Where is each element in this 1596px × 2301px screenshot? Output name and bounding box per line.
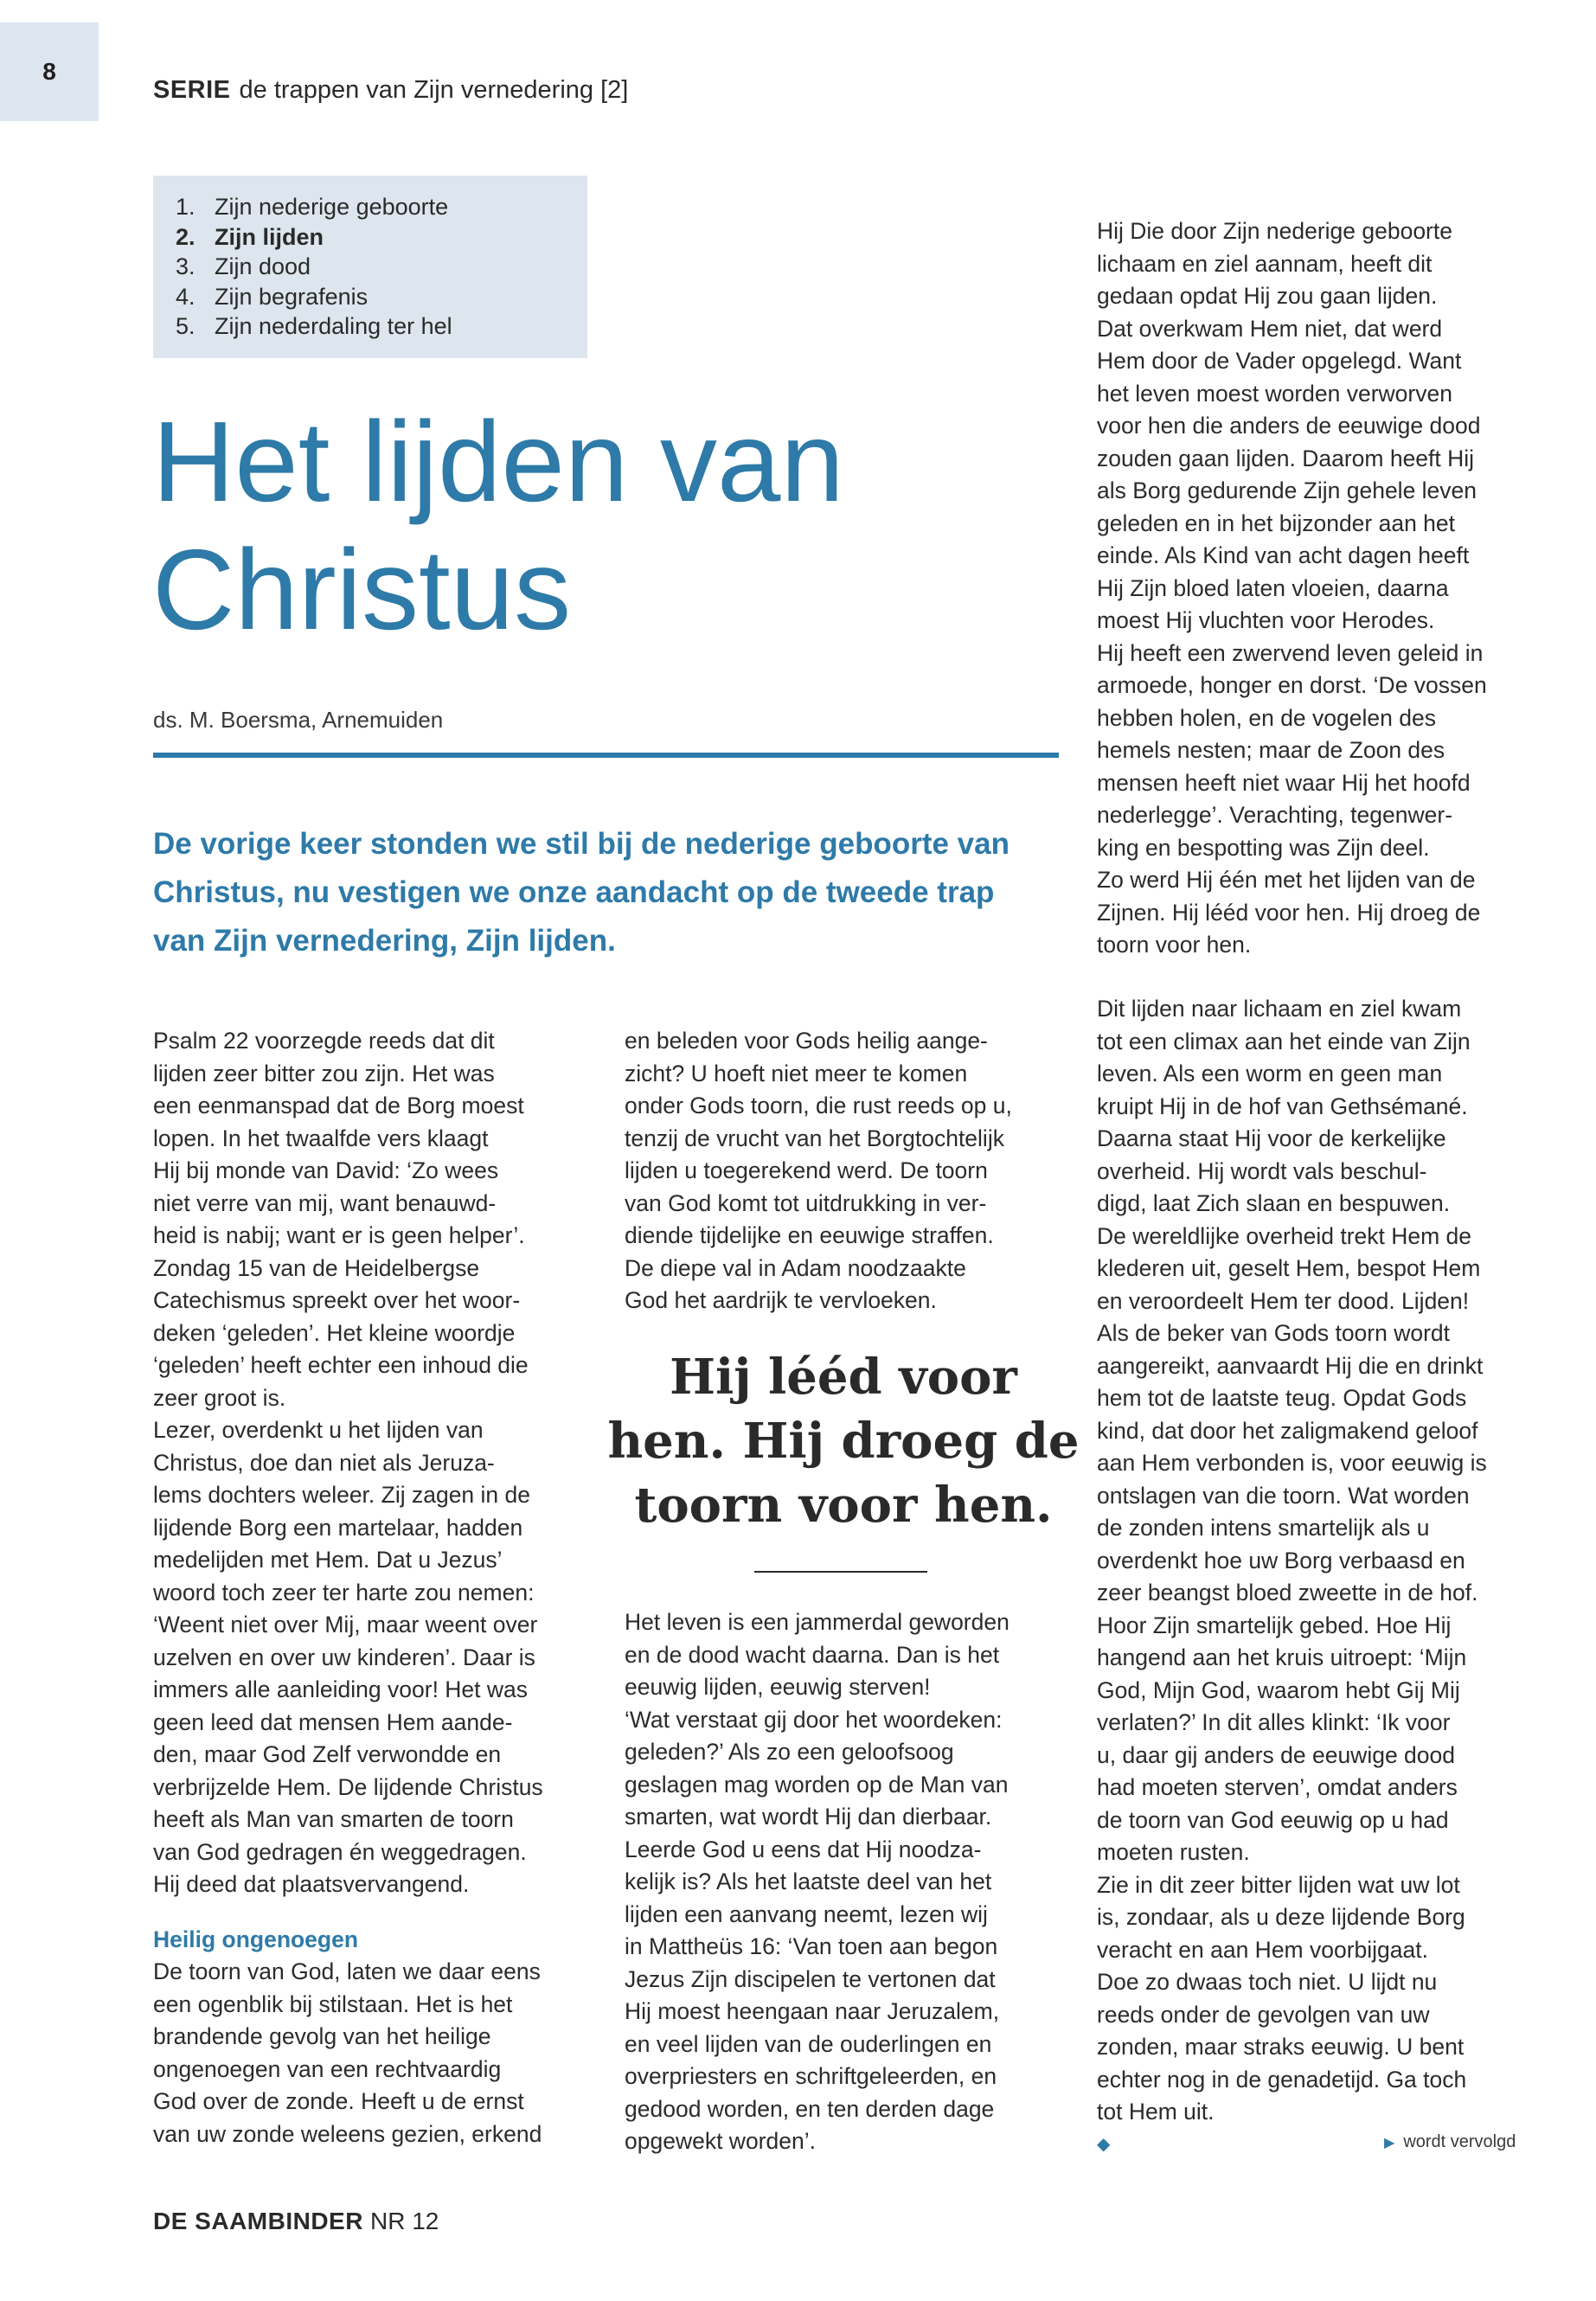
text-line: digd, laat Zich slaan en bespuwen. <box>1097 1190 1451 1216</box>
text-line: de zonden intens smartelijk als u <box>1097 1515 1430 1541</box>
text-line: uzelven en over uw kinderen’. Daar is <box>153 1644 535 1670</box>
text-line: lopen. In het twaalfde vers klaagt <box>153 1125 489 1151</box>
text-line: niet verre van mij, want benauwd- <box>153 1189 497 1216</box>
text-line: lems dochters weleer. Zij zagen in de <box>153 1482 530 1508</box>
text-line: brandende gevolg van het heilige <box>153 2023 491 2049</box>
text-line: toorn voor hen. <box>1097 932 1252 958</box>
text-line: Psalm 22 voorzegde reeds dat dit <box>153 1028 495 1054</box>
text-line: kelijk is? Als het laatste deel van het <box>625 1868 992 1894</box>
text-line: moeten rusten. <box>1097 1839 1250 1865</box>
text-line: verbrijzelde Hem. De lijdende Christus <box>153 1773 543 1800</box>
series-header <box>153 76 628 105</box>
text-line: verlaten?’ In dit alles klinkt: ‘Ik voor <box>1097 1709 1451 1735</box>
text-line: den, maar God Zelf verwondde en <box>153 1741 502 1767</box>
step-item: 4. Zijn begrafenis <box>176 283 369 310</box>
text-line: Jezus Zijn discipelen te vertonen dat <box>625 1965 996 1992</box>
step-item: 3. Zijn dood <box>176 253 311 279</box>
text-line: van God komt tot uitdrukking in ver- <box>625 1189 987 1216</box>
text-line: kruipt Hij in de hof van Gethsémané. <box>1097 1093 1468 1119</box>
text-line: God, Mijn God, waarom hebt Gij Mij <box>1097 1676 1460 1703</box>
text-line: Daarna staat Hij voor de kerkelijke <box>1097 1125 1446 1151</box>
text-line: deken ‘geleden’. Het kleine woordje <box>153 1319 516 1346</box>
text-line: zeer beangst bloed zweette in de hof. <box>1097 1580 1478 1606</box>
series-label: SERIE <box>153 76 231 104</box>
text-line: smarten, wat wordt Hij dan dierbaar. <box>625 1804 992 1830</box>
text-line: als Borg gedurende Zijn gehele leven <box>1097 478 1477 503</box>
text-line: onder Gods toorn, die rust reeds op u, <box>625 1093 1012 1118</box>
text-line: hangend aan het kruis uitroept: ‘Mijn <box>1097 1644 1467 1670</box>
body-column-1 <box>153 1025 594 2150</box>
triangle-arrow-icon: ▶ <box>1384 2136 1395 2150</box>
text-line: voor hen die anders de eeuwige dood <box>1097 413 1481 439</box>
text-line: immers alle aanleiding voor! Het was <box>153 1676 529 1702</box>
text-line: Hij bij monde van David: ‘Zo wees <box>153 1157 499 1183</box>
text-line: Het leven is een jammerdal geworden <box>625 1609 1010 1635</box>
text-line: God het aardrijk te vervloeken. <box>625 1287 937 1313</box>
text-line: zeer groot is. <box>153 1384 286 1411</box>
subheading: Heilig ongenoegen <box>153 1926 359 1952</box>
text-line: klederen uit, geselt Hem, bespot Hem <box>1097 1255 1481 1281</box>
pull-quote-rule <box>754 1571 927 1573</box>
text-line: lijdende Borg een martelaar, hadden <box>153 1514 523 1541</box>
col3b-paragraphs <box>1097 993 1547 2096</box>
text-line: hemels nesten; maar de Zoon des <box>1097 737 1445 763</box>
text-line: de toorn van God eeuwig op u had <box>1097 1806 1449 1833</box>
text-line: Hij heeft een zwervend leven geleid in <box>1097 639 1484 666</box>
text-line: Hem door de Vader opgelegd. Want <box>1097 348 1462 374</box>
text-line: aan Hem verbonden is, voor eeuwig is <box>1097 1450 1487 1476</box>
last-line: tot Hem uit. ◆ <box>1097 2096 1547 2161</box>
text-line: heeft als Man van smarten de toorn <box>153 1806 514 1832</box>
text-line: Catechismus spreekt over het woor- <box>153 1287 521 1313</box>
text-line: lijden u toegerekend werd. De toorn <box>625 1157 988 1183</box>
text-line: medelijden met Hem. Dat u Jezus’ <box>153 1547 503 1573</box>
text-line: een ogenblik bij stilstaan. Het is het <box>153 1990 513 2017</box>
magazine-name: DE SAAMBINDER <box>153 2208 363 2234</box>
text-line: tot een climax aan het einde van Zijn <box>1097 1028 1471 1054</box>
text-line: geslagen mag worden op de Man van <box>625 1771 1009 1798</box>
text-line: lichaam en ziel aannam, heeft dit <box>1097 250 1433 277</box>
text-line: hem tot de laatste teug. Opdat Gods <box>1097 1385 1467 1411</box>
text-line: Hij moest heengaan naar Jeruzalem, <box>625 1998 1000 2024</box>
text-line: echter nog in de genadetijd. Ga toch <box>1097 2066 1467 2093</box>
text-line: een eenmanspad dat de Borg moest <box>153 1093 524 1118</box>
text-line: De toorn van God, laten we daar eens <box>153 1958 541 1984</box>
text-line: mensen heeft niet waar Hij het hoofd <box>1097 769 1471 796</box>
text-line: Hij Zijn bloed laten vloeien, daarna <box>1097 574 1449 601</box>
text-line: kind, dat door het zaligmakend geloof <box>1097 1417 1478 1444</box>
title-divider <box>153 753 1059 758</box>
text-line: zicht? U hoeft niet meer te komen <box>625 1060 968 1086</box>
text-line: is, zondaar, als u deze lijdende Borg <box>1097 1904 1465 1930</box>
text-line: De wereldlijke overheid trekt Hem de <box>1097 1222 1472 1249</box>
text-line: Dat overkwam Hem niet, dat werd <box>1097 315 1443 342</box>
step-item-current: 2. Zijn lijden <box>176 223 324 250</box>
end-diamond-icon: ◆ <box>1097 2134 1111 2154</box>
text-line: Zie in dit zeer bitter lijden wat uw lot <box>1097 1871 1460 1898</box>
body-column-2-lower <box>625 1606 1066 2158</box>
col1-paragraphs <box>153 1025 594 1901</box>
issue-number: NR 12 <box>369 2208 439 2234</box>
continued-note: ▶ wordt vervolgd <box>1384 2132 1516 2151</box>
series-subtitle: de trappen van Zijn vernedering [2] <box>239 76 629 104</box>
text-line: woord toch zeer ter harte zou nemen: <box>153 1579 535 1606</box>
text-line: armoede, honger en dorst. ‘De vossen <box>1097 672 1487 698</box>
text-line: van uw zonde weleens gezien, erkend <box>153 2120 542 2147</box>
text-line: had moeten sterven’, omdat anders <box>1097 1774 1458 1800</box>
text-line: u, daar gij anders de eeuwige dood <box>1097 1741 1455 1768</box>
text-line: king en bespotting was Zijn deel. <box>1097 834 1430 861</box>
text-line: nederlegge’. Verachting, tegenwer- <box>1097 802 1453 828</box>
text-line: ongenoegen van een rechtvaardig <box>153 2055 502 2082</box>
text-line: overpriesters en schriftgeleerden, en <box>625 2063 997 2089</box>
text-line: Hij Die door Zijn nederige geboorte <box>1097 218 1452 244</box>
text-line: ‘Wat verstaat gij door het woordeken: <box>625 1706 1003 1733</box>
text-line: ontslagen van die toorn. Wat worden <box>1097 1482 1470 1509</box>
text-line: aangereikt, aanvaardt Hij die en drinkt <box>1097 1352 1484 1379</box>
text-line: leven. Als een worm en geen man <box>1097 1061 1443 1086</box>
text-line: zouden gaan lijden. Daarom heeft Hij <box>1097 445 1475 471</box>
text-line: geleden?’ Als zo een geloofsoog <box>625 1739 954 1765</box>
text-line: Zondag 15 van de Heidelbergse <box>153 1254 480 1281</box>
text-line: overdenkt hoe uw Borg verbaasd en <box>1097 1547 1465 1574</box>
text-line: en veroordeelt Hem ter dood. Lijden! <box>1097 1287 1470 1314</box>
text-line: geleden en in het bijzonder aan het <box>1097 510 1456 536</box>
text-line: lijden een aanvang neemt, lezen wij <box>625 1900 988 1927</box>
text-line: het leven moest worden verworven <box>1097 380 1452 407</box>
magazine-footer <box>153 2208 439 2235</box>
steps-list <box>176 192 587 342</box>
text-line: Zijnen. Hij lééd voor hen. Hij droeg de <box>1097 899 1481 926</box>
text-line: einde. Als Kind van acht dagen heeft <box>1097 542 1470 568</box>
body-column-3 <box>1097 215 1547 962</box>
spacer <box>153 1901 594 1924</box>
text-line: Leerde God u eens dat Hij noodza- <box>625 1836 982 1862</box>
text-line: gedood worden, en ten derden dage <box>625 2095 995 2122</box>
text-line: heid is nabij; want er is geen helper’. <box>153 1222 525 1248</box>
text-line: reeds onder de gevolgen van uw <box>1097 2001 1430 2028</box>
text-line: Hoor Zijn smartelijk gebed. Hoe Hij <box>1097 1612 1452 1638</box>
text-line: opgewekt worden’. <box>625 2128 816 2154</box>
text-line: moest Hij vluchten voor Herodes. <box>1097 607 1435 633</box>
text-line: Hij deed dat plaatsvervangend. <box>153 1871 470 1897</box>
text-line: ‘geleden’ heeft echter een inhoud die <box>153 1352 529 1378</box>
text-line: gedaan opdat Hij zou gaan lijden. <box>1097 283 1438 309</box>
text-line: diende tijdelijke en eeuwige straffen. <box>625 1222 994 1248</box>
text-line: veracht en aan Hem voorbijgaat. <box>1097 1936 1428 1963</box>
text-line: hebben holen, en de vogelen des <box>1097 704 1436 731</box>
author-byline: ds. M. Boersma, Arnemuiden <box>153 707 444 733</box>
article-title: Het lijden van Christus <box>152 398 844 653</box>
body-column-3-lower <box>1097 993 1547 2161</box>
text-line: in Mattheüs 16: ‘Van toen aan begon <box>625 1933 998 1959</box>
text-line: De diepe val in Adam noodzaakte <box>625 1254 966 1281</box>
text-line: Dit lijden naar lichaam en ziel kwam <box>1097 996 1462 1022</box>
text-line: God over de zonde. Heeft u de ernst <box>153 2088 524 2114</box>
steps-box <box>153 176 587 358</box>
text-line: overheid. Hij wordt vals beschul- <box>1097 1157 1427 1184</box>
text-line: geen leed dat mensen Hem aande- <box>153 1708 513 1735</box>
step-item: 1. Zijn nederige geboorte <box>176 194 449 220</box>
text-line: Zo werd Hij één met het lijden van de <box>1097 867 1476 893</box>
text-line: en de dood wacht daarna. Dan is het <box>625 1641 1000 1668</box>
page-number: 8 <box>0 22 99 121</box>
text-line: Als de beker van Gods toorn wordt <box>1097 1320 1451 1346</box>
text-line: ‘Weent niet over Mij, maar weent over <box>153 1612 538 1638</box>
text-line: Christus, doe dan niet als Jeruza- <box>153 1449 495 1476</box>
body-column-2 <box>625 1025 1066 1317</box>
text-line: eeuwig lijden, eeuwig sterven! <box>625 1674 931 1700</box>
text-line: zonden, maar straks eeuwig. U bent <box>1097 2034 1465 2060</box>
col1b-paragraphs <box>153 1956 594 2150</box>
text-line: van God gedragen én weggedragen. <box>153 1838 527 1865</box>
pull-quote: Hij lééd voor hen. Hij droeg de toorn voor hen. <box>607 1349 1080 1534</box>
step-item: 5. Zijn nederdaling ter hel <box>176 313 452 339</box>
text-line: lijden zeer bitter zou zijn. Het was <box>153 1060 495 1086</box>
intro-lead: De vorige keer stonden we stil bij de nederige geboorte van Christus, nu vestigen we onze aandacht op de tweede trap van Zijn vernedering, Zijn lijden. <box>153 827 1010 958</box>
text-line: en veel lijden van de ouderlingen en <box>625 2030 992 2057</box>
text-line: en beleden voor Gods heilig aange- <box>625 1028 988 1054</box>
text-line: Doe zo dwaas toch niet. U lijdt nu <box>1097 1969 1438 1995</box>
text-line: tenzij de vrucht van het Borgtochtelijk <box>625 1125 1004 1151</box>
text-line: Lezer, overdenkt u het lijden van <box>153 1417 484 1443</box>
